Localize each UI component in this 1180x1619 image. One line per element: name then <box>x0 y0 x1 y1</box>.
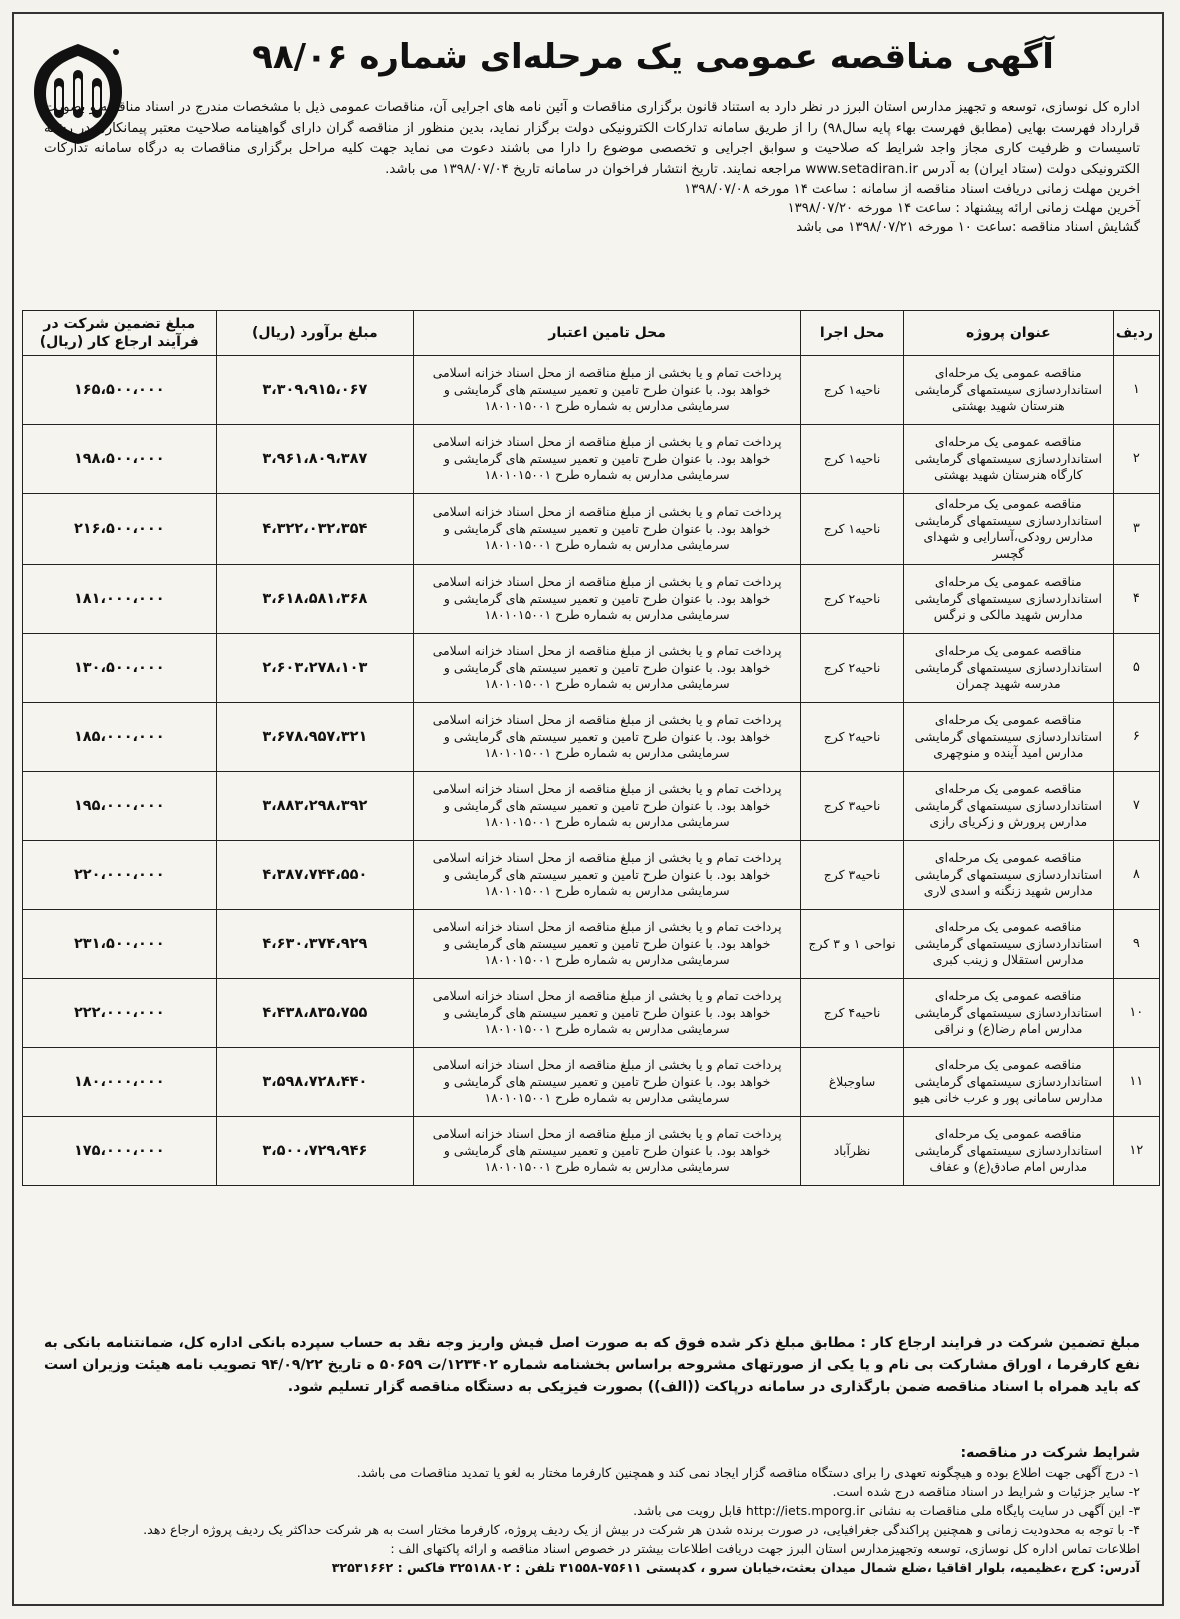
project-location: ناحیه۳ کرج <box>801 841 904 910</box>
table-row <box>23 1048 1160 1117</box>
table-row <box>23 910 1160 979</box>
guarantee-amount: ۱۶۵،۵۰۰،۰۰۰ <box>23 356 217 425</box>
project-title: مناقصه عمومی یک مرحله‌ای استانداردسازی سیستمهای گرمایشی مدارس امید آینده و منوچهری <box>903 703 1113 772</box>
header-location: محل اجرا <box>801 311 904 356</box>
funding-source: پرداخت تمام و یا بخشی از مبلغ مناقصه از محل اسناد خزانه اسلامی خواهد بود. با عنوان طرح تامین و تعمیر سیستم های گرمایشی و سرمایشی مدارس به شماره طرح ۱۸۰۱۰۱۵۰۰۱ <box>414 1117 801 1186</box>
header-project-title: عنوان پروژه <box>903 311 1113 356</box>
row-number: ۶ <box>1113 703 1159 772</box>
condition-item: ۴- با توجه به محدودیت زمانی و همچنین پراکندگی جغرافیایی، در صورت برنده شدن هر شرکت در بیش از یک ردیف پروژه، کارفرما مختار است به هر شرکت حداکثر یک ردیف پروژه ارجاع دهد. <box>143 1522 1140 1537</box>
estimate-amount: ۳،۵۰۰،۷۲۹،۹۴۶ <box>216 1117 414 1186</box>
funding-source: پرداخت تمام و یا بخشی از مبلغ مناقصه از محل اسناد خزانه اسلامی خواهد بود. با عنوان طرح تامین و تعمیر سیستم های گرمایشی و سرمایشی مدارس به شماره طرح ۱۸۰۱۰۱۵۰۰۱ <box>414 910 801 979</box>
project-location: ساوجبلاغ <box>801 1048 904 1117</box>
estimate-amount: ۳،۳۰۹،۹۱۵،۰۶۷ <box>216 356 414 425</box>
project-title: مناقصه عمومی یک مرحله‌ای استانداردسازی سیستمهای گرمایشی مدرسه شهید چمران <box>903 634 1113 703</box>
estimate-amount: ۳،۹۶۱،۸۰۹،۳۸۷ <box>216 425 414 494</box>
guarantee-section <box>44 1332 1140 1398</box>
guarantee-amount: ۱۸۰،۰۰۰،۰۰۰ <box>23 1048 217 1117</box>
row-number: ۷ <box>1113 772 1159 841</box>
project-title: مناقصه عمومی یک مرحله‌ای استانداردسازی سیستمهای گرمایشی مدارس استقلال و زینب کبری <box>903 910 1113 979</box>
table-header-row <box>23 311 1160 356</box>
estimate-amount: ۲،۶۰۳،۲۷۸،۱۰۳ <box>216 634 414 703</box>
project-title: مناقصه عمومی یک مرحله‌ای استانداردسازی سیستمهای گرمایشی کارگاه هنرستان شهید بهشتی <box>903 425 1113 494</box>
estimate-amount: ۳،۸۸۳،۲۹۸،۳۹۲ <box>216 772 414 841</box>
row-number: ۴ <box>1113 565 1159 634</box>
guarantee-amount: ۱۸۵،۰۰۰،۰۰۰ <box>23 703 217 772</box>
row-number: ۹ <box>1113 910 1159 979</box>
project-title: مناقصه عمومی یک مرحله‌ای استانداردسازی سیستمهای گرمایشی مدارس سامانی پور و عرب خانی هیو <box>903 1048 1113 1117</box>
header-funding: محل تامین اعتبار <box>414 311 801 356</box>
row-number: ۱۱ <box>1113 1048 1159 1117</box>
row-number: ۲ <box>1113 425 1159 494</box>
header-estimate: مبلغ برآورد (ریال) <box>216 311 414 356</box>
guarantee-amount: ۲۳۱،۵۰۰،۰۰۰ <box>23 910 217 979</box>
guarantee-amount: ۱۹۸،۵۰۰،۰۰۰ <box>23 425 217 494</box>
funding-source: پرداخت تمام و یا بخشی از مبلغ مناقصه از محل اسناد خزانه اسلامی خواهد بود. با عنوان طرح تامین و تعمیر سیستم های گرمایشی و سرمایشی مدارس به شماره طرح ۱۸۰۱۰۱۵۰۰۱ <box>414 1048 801 1117</box>
table-row <box>23 565 1160 634</box>
guarantee-amount: ۱۷۵،۰۰۰،۰۰۰ <box>23 1117 217 1186</box>
funding-source: پرداخت تمام و یا بخشی از مبلغ مناقصه از محل اسناد خزانه اسلامی خواهد بود. با عنوان طرح تامین و تعمیر سیستم های گرمایشی و سرمایشی مدارس به شماره طرح ۱۸۰۱۰۱۵۰۰۱ <box>414 494 801 565</box>
table-row <box>23 703 1160 772</box>
estimate-amount: ۳،۶۷۸،۹۵۷،۳۲۱ <box>216 703 414 772</box>
funding-source: پرداخت تمام و یا بخشی از مبلغ مناقصه از محل اسناد خزانه اسلامی خواهد بود. با عنوان طرح تامین و تعمیر سیستم های گرمایشی و سرمایشی مدارس به شماره طرح ۱۸۰۱۰۱۵۰۰۱ <box>414 356 801 425</box>
table-row <box>23 979 1160 1048</box>
intro-paragraph: اداره کل نوسازی، توسعه و تجهیز مدارس استان البرز در نظر دارد به استناد قانون برگزاری مناقصات و آئین نامه های اجرایی آن، مناقصات عمومی ذیل با مشخصات مندرج در اسناد مناقصه و بصورت قرارداد فهرست بهایی (مطابق فهرست بهاء پایه سال۹۸) را از طریق سامانه تدارکات الکترونیکی دولت برگزار نماید، بدین منظور از مناقصه گران دارای گواهینامه صلاحیت معتبر پیمانکاری در رشته تاسیسات و ظرفیت کاری مجاز واجد شرایط که صلاحیت و سوابق اجرایی و تخصصی موضوع را دارا می باشند دعوت می نماید جهت کلیه مراحل برگزاری مناقصات به درگاه سامانه تدارکات الکترونیکی دولت (ستاد ایران) به آدرس www.setadiran.ir مراجعه نمایند. تاریخ انتشار فراخوان در سامانه تاریخ ۱۳۹۸/۰۷/۰۴ می باشد. <box>44 100 1140 177</box>
guarantee-amount: ۱۹۵،۰۰۰،۰۰۰ <box>23 772 217 841</box>
condition-item: ۲- سایر جزئیات و شرایط در اسناد مناقصه درج شده است. <box>832 1484 1140 1499</box>
page-title: آگهی مناقصه عمومی یک مرحله‌ای شماره ۹۸/۰۶ <box>252 37 1054 77</box>
project-location: نواحی ۱ و ۳ کرج <box>801 910 904 979</box>
opening-date: گشایش اسناد مناقصه :ساعت ۱۰ مورخه ۱۳۹۸/۰۷/۲۱ می باشد <box>796 220 1140 235</box>
deadline-documents: اخرین مهلت زمانی دریافت اسناد مناقصه از سامانه : ساعت ۱۴ مورخه ۱۳۹۸/۰۷/۰۸ <box>684 182 1140 197</box>
header-row-number: ردیف <box>1113 311 1159 356</box>
funding-source: پرداخت تمام و یا بخشی از مبلغ مناقصه از محل اسناد خزانه اسلامی خواهد بود. با عنوان طرح تامین و تعمیر سیستم های گرمایشی و سرمایشی مدارس به شماره طرح ۱۸۰۱۰۱۵۰۰۱ <box>414 425 801 494</box>
row-number: ۵ <box>1113 634 1159 703</box>
estimate-amount: ۴،۴۳۸،۸۳۵،۷۵۵ <box>216 979 414 1048</box>
project-title: مناقصه عمومی یک مرحله‌ای استانداردسازی سیستمهای گرمایشی مدارس رودکی،آسارایی و شهدای گچسر <box>903 494 1113 565</box>
project-location: ناحیه۱ کرج <box>801 494 904 565</box>
table-row <box>23 1117 1160 1186</box>
intro-section <box>44 98 1140 237</box>
header-guarantee: مبلغ تضمین شرکت در فرآیند ارجاع کار (ریال) <box>23 311 217 356</box>
estimate-amount: ۴،۳۲۲،۰۳۲،۳۵۴ <box>216 494 414 565</box>
project-location: ناحیه۲ کرج <box>801 703 904 772</box>
project-title: مناقصه عمومی یک مرحله‌ای استانداردسازی سیستمهای گرمایشی هنرستان شهید بهشتی <box>903 356 1113 425</box>
table-row <box>23 634 1160 703</box>
project-title: مناقصه عمومی یک مرحله‌ای استانداردسازی سیستمهای گرمایشی مدارس شهید زنگنه و اسدی لاری <box>903 841 1113 910</box>
guarantee-amount: ۱۸۱،۰۰۰،۰۰۰ <box>23 565 217 634</box>
deadline-offer: آخرین مهلت زمانی ارائه پیشنهاد : ساعت ۱۴ مورخه ۱۳۹۸/۰۷/۲۰ <box>787 201 1140 216</box>
project-location: ناحیه۲ کرج <box>801 634 904 703</box>
project-location: ناحیه۱ کرج <box>801 356 904 425</box>
funding-source: پرداخت تمام و یا بخشی از مبلغ مناقصه از محل اسناد خزانه اسلامی خواهد بود. با عنوان طرح تامین و تعمیر سیستم های گرمایشی و سرمایشی مدارس به شماره طرح ۱۸۰۱۰۱۵۰۰۱ <box>414 979 801 1048</box>
funding-source: پرداخت تمام و یا بخشی از مبلغ مناقصه از محل اسناد خزانه اسلامی خواهد بود. با عنوان طرح تامین و تعمیر سیستم های گرمایشی و سرمایشی مدارس به شماره طرح ۱۸۰۱۰۱۵۰۰۱ <box>414 841 801 910</box>
project-title: مناقصه عمومی یک مرحله‌ای استانداردسازی سیستمهای گرمایشی مدارس امام رضا(ع) و نراقی <box>903 979 1113 1048</box>
estimate-amount: ۳،۵۹۸،۷۲۸،۴۴۰ <box>216 1048 414 1117</box>
funding-source: پرداخت تمام و یا بخشی از مبلغ مناقصه از محل اسناد خزانه اسلامی خواهد بود. با عنوان طرح تامین و تعمیر سیستم های گرمایشی و سرمایشی مدارس به شماره طرح ۱۸۰۱۰۱۵۰۰۱ <box>414 703 801 772</box>
contact-info: اطلاعات تماس اداره کل نوسازی، توسعه وتجهیزمدارس استان البرز جهت دریافت اطلاعات بیشتر در خصوص اسناد مناقصه و ارائه پاکتهای الف : <box>390 1541 1140 1556</box>
address: آدرس: کرج ،عظیمیه، بلوار اقاقیا ،ضلع شمال میدان بعثت،خیابان سرو ، کدپستی ۷۵۶۱۱-۳۱۵۵۸ تلفن : ۳۲۵۱۸۸۰۲ فاکس : ۳۲۵۳۱۶۶۲ <box>331 1560 1140 1575</box>
advertisement-page <box>12 12 1164 1606</box>
project-title: مناقصه عمومی یک مرحله‌ای استانداردسازی سیستمهای گرمایشی مدارس پرورش و زکریای رازی <box>903 772 1113 841</box>
table-row <box>23 356 1160 425</box>
table-row <box>23 772 1160 841</box>
table-row <box>23 494 1160 565</box>
project-location: ناحیه۴ کرج <box>801 979 904 1048</box>
funding-source: پرداخت تمام و یا بخشی از مبلغ مناقصه از محل اسناد خزانه اسلامی خواهد بود. با عنوان طرح تامین و تعمیر سیستم های گرمایشی و سرمایشی مدارس به شماره طرح ۱۸۰۱۰۱۵۰۰۱ <box>414 634 801 703</box>
project-title: مناقصه عمومی یک مرحله‌ای استانداردسازی سیستمهای گرمایشی مدارس امام صادق(ع) و عفاف <box>903 1117 1113 1186</box>
project-location: نظرآباد <box>801 1117 904 1186</box>
condition-item: ۱- درج آگهی جهت اطلاع بوده و هیچگونه تعهدی را برای دستگاه مناقصه گزار ایجاد نمی کند و همچنین کارفرما مختار به لغو یا تمدید مناقصات می باشد. <box>356 1465 1140 1480</box>
estimate-amount: ۳،۶۱۸،۵۸۱،۳۶۸ <box>216 565 414 634</box>
table-row <box>23 841 1160 910</box>
estimate-amount: ۴،۳۸۷،۷۴۴،۵۵۰ <box>216 841 414 910</box>
row-number: ۳ <box>1113 494 1159 565</box>
row-number: ۱۲ <box>1113 1117 1159 1186</box>
guarantee-amount: ۲۲۲،۰۰۰،۰۰۰ <box>23 979 217 1048</box>
conditions-section <box>44 1444 1140 1577</box>
table-row <box>23 425 1160 494</box>
project-location: ناحیه۲ کرج <box>801 565 904 634</box>
funding-source: پرداخت تمام و یا بخشی از مبلغ مناقصه از محل اسناد خزانه اسلامی خواهد بود. با عنوان طرح تامین و تعمیر سیستم های گرمایشی و سرمایشی مدارس به شماره طرح ۱۸۰۱۰۱۵۰۰۱ <box>414 772 801 841</box>
row-number: ۱۰ <box>1113 979 1159 1048</box>
guarantee-amount: ۲۱۶،۵۰۰،۰۰۰ <box>23 494 217 565</box>
project-title: مناقصه عمومی یک مرحله‌ای استانداردسازی سیستمهای گرمایشی مدارس شهید مالکی و نرگس <box>903 565 1113 634</box>
guarantee-text: مبلغ تضمین شرکت در فرایند ارجاع کار : مطابق مبلغ ذکر شده فوق که به صورت اصل فیش واریز وجه نقد به حساب سپرده بانکی اداره کل، ضمانتنامه بانکی به نفع کارفرما ، اوراق مشارکت بی نام و یا یکی از صورتهای مشروحه براساس بخشنامه شماره ۱۲۳۴۰۲/ت ۵۰۶۵۹ ه تاریخ ۹۴/۰۹/۲۲ تصویب نامه هیئت وزیران است که باید همراه با اسناد مناقصه ضمن بارگذاری در سامانه درپاکت ((الف)) بصورت فیزیکی به دستگاه مناقصه گزار تسلیم شود. <box>44 1335 1140 1395</box>
condition-item: ۳- این آگهی در سایت پایگاه ملی مناقصات به نشانی http://iets.mporg.ir قابل رویت می باشد. <box>633 1503 1140 1518</box>
row-number: ۸ <box>1113 841 1159 910</box>
project-location: ناحیه۳ کرج <box>801 772 904 841</box>
conditions-heading: شرایط شرکت در مناقصه: <box>960 1445 1140 1461</box>
guarantee-amount: ۱۳۰،۵۰۰،۰۰۰ <box>23 634 217 703</box>
tender-table <box>22 310 1160 1186</box>
row-number: ۱ <box>1113 356 1159 425</box>
funding-source: پرداخت تمام و یا بخشی از مبلغ مناقصه از محل اسناد خزانه اسلامی خواهد بود. با عنوان طرح تامین و تعمیر سیستم های گرمایشی و سرمایشی مدارس به شماره طرح ۱۸۰۱۰۱۵۰۰۱ <box>414 565 801 634</box>
project-location: ناحیه۱ کرج <box>801 425 904 494</box>
estimate-amount: ۴،۶۳۰،۳۷۴،۹۲۹ <box>216 910 414 979</box>
guarantee-amount: ۲۲۰،۰۰۰،۰۰۰ <box>23 841 217 910</box>
